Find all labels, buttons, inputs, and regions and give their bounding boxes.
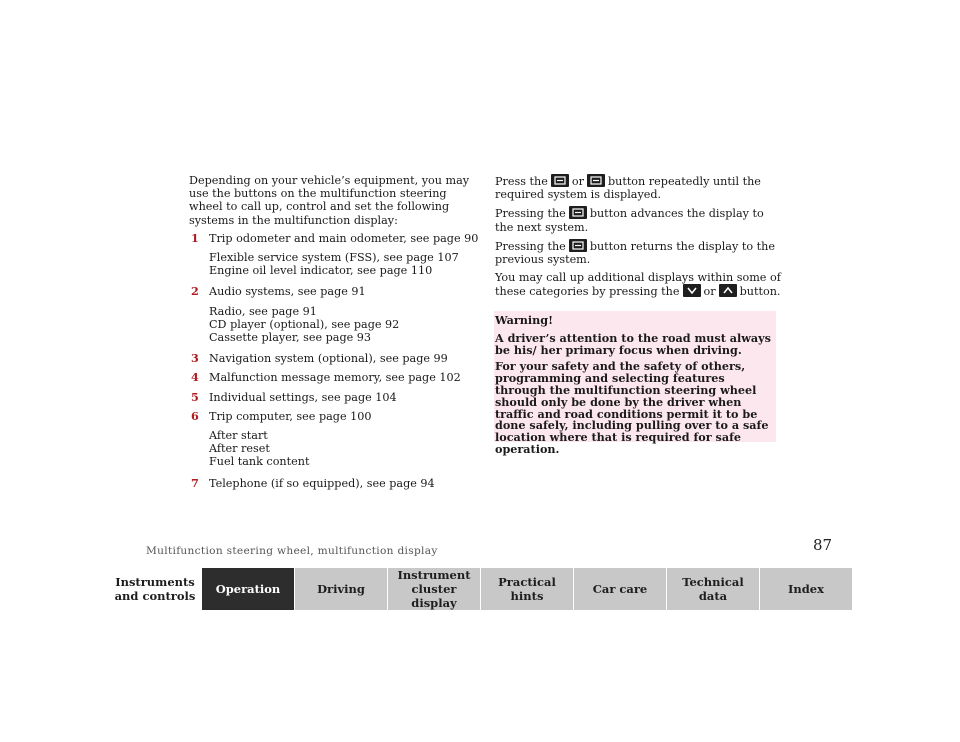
item-text: Audio systems, see page 91 bbox=[209, 285, 366, 299]
display-back-button-icon bbox=[587, 174, 605, 187]
tab-technical-data[interactable]: Technical data bbox=[667, 568, 760, 610]
tab-practical-hints[interactable]: Practical hints bbox=[481, 568, 574, 610]
arrow-down-button-icon bbox=[683, 284, 701, 297]
para-return: Pressing the button returns the display to the previous system. bbox=[495, 239, 775, 267]
item-number: 5 bbox=[191, 389, 199, 404]
item-text: Navigation system (optional), see page 99 bbox=[209, 352, 448, 366]
item-text: Individual settings, see page 104 bbox=[209, 390, 397, 404]
item-number: 3 bbox=[191, 351, 199, 366]
sub-item: After start bbox=[209, 429, 268, 443]
item-text: Trip odometer and main odometer, see page 90 bbox=[209, 231, 479, 245]
warning-title: Warning! bbox=[495, 313, 553, 327]
tab-index[interactable]: Index bbox=[760, 568, 852, 610]
sub-item: Radio, see page 91 bbox=[209, 304, 317, 318]
list-item bbox=[189, 232, 479, 245]
chapter-tabs bbox=[109, 568, 852, 610]
sub-item: Engine oil level indicator, see page 110 bbox=[209, 264, 433, 278]
list-item bbox=[189, 352, 479, 365]
tab-operation[interactable]: Operation bbox=[202, 568, 295, 610]
systems-list bbox=[189, 232, 479, 490]
para-advance: Pressing the button advances the display to the next system. bbox=[495, 207, 764, 234]
tab-car-care[interactable]: Car care bbox=[574, 568, 667, 610]
item-text: Malfunction message memory, see page 102 bbox=[209, 371, 461, 385]
left-column bbox=[189, 174, 479, 496]
sub-item: Fuel tank content bbox=[209, 455, 310, 469]
sub-item: Cassette player, see page 93 bbox=[209, 331, 372, 345]
sub-item: After reset bbox=[209, 442, 270, 456]
item-text: Trip computer, see page 100 bbox=[209, 409, 372, 423]
para-additional: You may call up additional displays within some of these categories by pressing the or button. bbox=[495, 271, 781, 299]
sub-list bbox=[209, 305, 479, 345]
display-forward-button-icon bbox=[551, 174, 569, 187]
item-number: 2 bbox=[191, 284, 199, 299]
warning-box bbox=[494, 311, 776, 456]
item-text: Telephone (if so equipped), see page 94 bbox=[209, 476, 435, 490]
warning-text-2: For your safety and the safety of others, programming and selecting features through the multifunction steering wheel should only be done by the driver when traffic and road conditions permit it to be done safely, including pulling over to a safe location where that is required for safe operation. bbox=[495, 359, 769, 456]
item-number: 1 bbox=[191, 230, 199, 245]
list-item bbox=[189, 371, 479, 384]
list-item bbox=[189, 410, 479, 423]
tab-instrument-cluster-display[interactable]: Instrument cluster display bbox=[388, 568, 481, 610]
item-number: 7 bbox=[191, 475, 199, 490]
list-item bbox=[189, 477, 479, 490]
right-column bbox=[495, 174, 785, 304]
footer-section-title: Multifunction steering wheel, multifunction display bbox=[146, 545, 438, 557]
intro-text: Depending on your vehicle’s equipment, you may use the buttons on the multifunction steering wheel to call up, control and set the following systems in the multifunction display: bbox=[189, 174, 470, 227]
list-item bbox=[189, 285, 479, 298]
display-forward-button-icon bbox=[569, 206, 587, 219]
list-item bbox=[189, 391, 479, 404]
display-back-button-icon bbox=[569, 239, 587, 252]
tab-instruments-and-controls[interactable]: Instruments and controls bbox=[109, 568, 202, 610]
item-number: 6 bbox=[191, 408, 199, 423]
sub-list bbox=[209, 429, 479, 469]
item-number: 4 bbox=[191, 370, 199, 385]
warning-text-1: A driver’s attention to the road must always be his/ her primary focus when driving. bbox=[495, 330, 771, 357]
sub-list bbox=[209, 251, 479, 277]
arrow-up-button-icon bbox=[719, 284, 737, 297]
para-press-buttons: Press the or button repeatedly until the required system is displayed. bbox=[495, 175, 761, 202]
page-number: 87 bbox=[813, 536, 833, 554]
sub-item: CD player (optional), see page 92 bbox=[209, 317, 400, 331]
sub-item: Flexible service system (FSS), see page 107 bbox=[209, 251, 459, 265]
tab-driving[interactable]: Driving bbox=[295, 568, 388, 610]
